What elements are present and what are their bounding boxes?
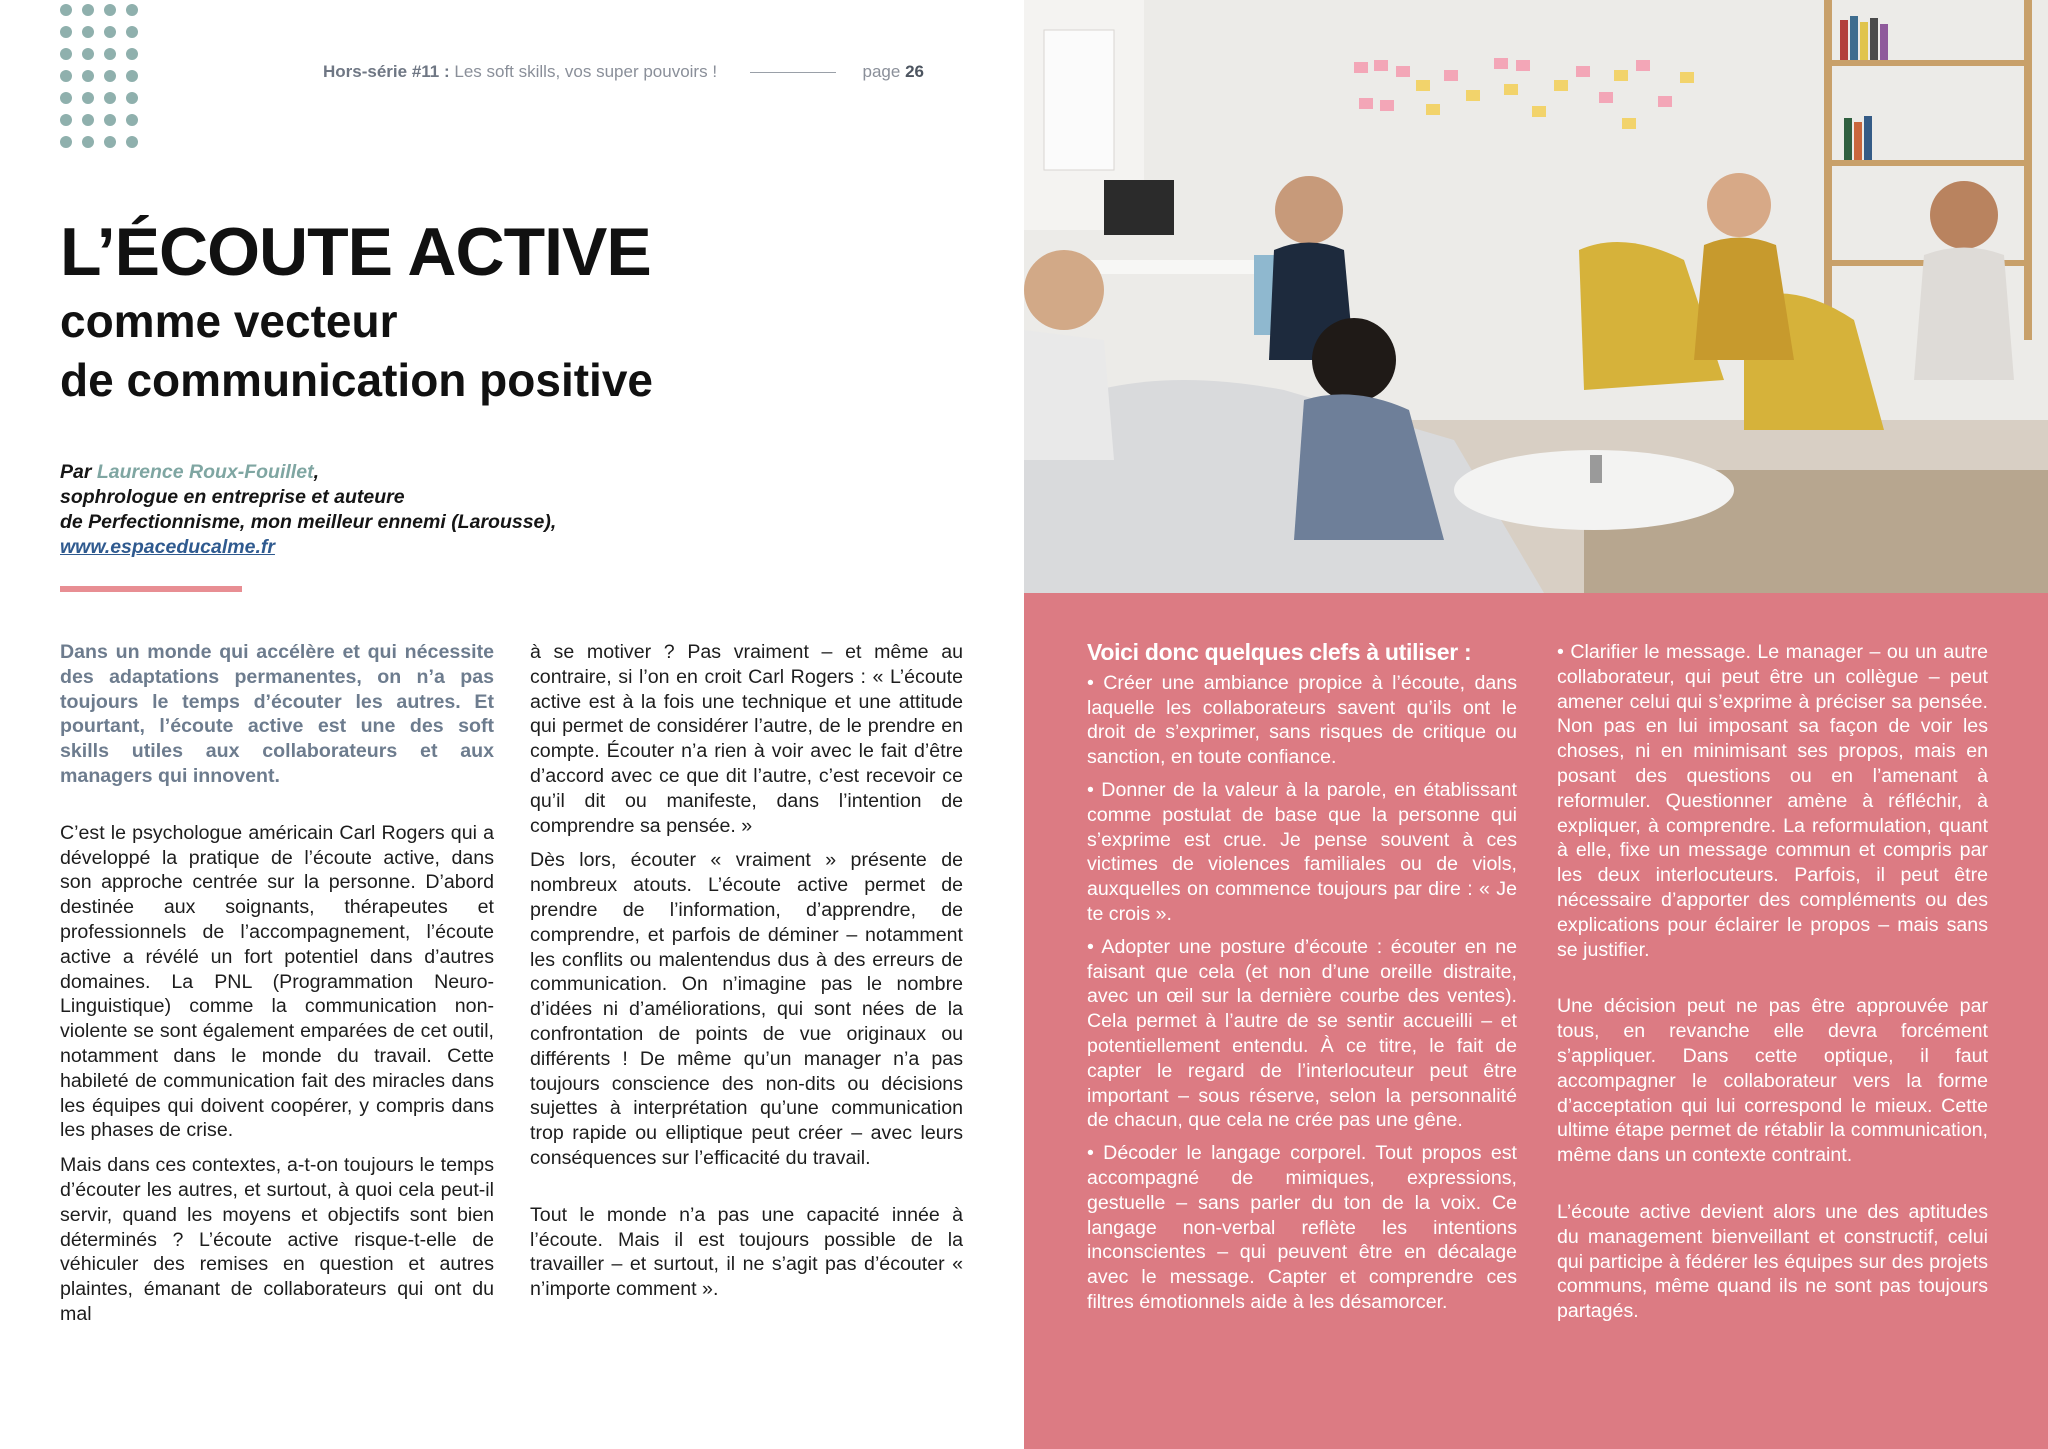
page-number: 26	[905, 62, 924, 81]
author-website-link[interactable]: www.espaceducalme.fr	[60, 536, 275, 558]
article-title: L’ÉCOUTE ACTIVE	[60, 214, 651, 290]
page-label: page	[862, 62, 901, 81]
text-column-1	[60, 640, 494, 1337]
byline-book: de Perfectionnisme, mon meilleur ennemi (Larousse),	[60, 511, 557, 533]
body-paragraph: C’est le psychologue américain Carl Rogers qui a développé la pratique de l’écoute active, dans son approche centrée sur la personne. D’abord destinée aux soignants, thérapeutes et professionnels de l’accompagnement, l’écoute active a révélé un fort potentiel dans d’autres domaines. La PNL (Programmation Neuro-Linguistique) comme la communication non-violente se sont également emparées de cet outil, notamment dans le monde du travail. Cette habileté de communication fait des miracles dans les équipes qui doivent coopérer, y compris dans les phases de crise.	[60, 821, 494, 1142]
office-meeting-photo	[1024, 0, 2048, 593]
text-column-4	[1557, 640, 1988, 1356]
accent-bar	[60, 586, 242, 592]
tip-item: • Adopter une posture d’écoute : écouter en ne faisant que cela (et non d’une oreille distraite, avec un œil sur la dernière courbe des ventes). Cela permet à l’autre de se sentir accueilli – et potentiellement entendu. À ce titre, le fait de capter le regard de l’interlocuteur peut être important – sous réserve, selon la personnalité de chacun, que cela ne crée pas une gêne.	[1087, 935, 1517, 1132]
text-column-3	[1087, 640, 1517, 1323]
article-subtitle	[60, 292, 653, 410]
body-paragraph: Tout le monde n’a pas une capacité innée à l’écoute. Mais il est toujours possible de la travailler – et surtout, il ne s’agit pas d’écouter « n’importe comment ».	[530, 1203, 963, 1301]
subtitle-line: comme vecteur	[60, 295, 398, 347]
byline-author-line: Par Laurence Roux-Fouillet,	[60, 461, 319, 483]
text-column-2	[530, 640, 963, 1312]
body-paragraph: L’écoute active devient alors une des aptitudes du management bienveillant et constructif, celui qui participe à fédérer les équipes sur des projets communs, même quand ils ne sont pas toujours partagés.	[1557, 1200, 1988, 1323]
tips-heading: Voici donc quelques clefs à utiliser :	[1087, 639, 1472, 665]
tip-item: • Clarifier le message. Le manager – ou un autre collaborateur, qui peut être un collègue – peut amener celui qui s’exprime à préciser sa pensée. Non pas en lui imposant sa façon de voir les choses, ni en minimisant ses propos, mais en posant des questions ou en l’amenant à reformuler. Questionner amène à réfléchir, à expliquer, à comprendre. La reformulation, quant à elle, fixe un message commun et compris par les deux interlocuteurs. Parfois, il peut être nécessaire d’apporter des compléments ou des explications pour éclairer le propos – mais sans se justifier.	[1557, 641, 1988, 961]
body-paragraph: à se motiver ? Pas vraiment – et même au contraire, si l’on en croit Carl Rogers : « L’écoute active est à la fois une technique et une attitude qui permet de considérer l’autre, de le prendre en compte. Écouter n’a rien à voir avec le fait d’être d’accord avec ce que dit l’autre, c’est recevoir ce qu’il dit ou manifeste, dans l’intention de comprendre sa pensée. »	[530, 641, 963, 837]
header-divider	[750, 72, 836, 73]
subtitle-line: de communication positive	[60, 354, 653, 406]
tip-item: • Décoder le langage corporel. Tout propos est accompagné de mimiques, expressions, gestuelle – sans parler du ton de la voix. Ce langage non-verbal reflète les intentions inconscientes – qui peuvent être en décalage avec le message. Capter et comprendre ces filtres émotionnels aide à les désamorcer.	[1087, 1142, 1517, 1313]
author-name: Laurence Roux-Fouillet	[96, 461, 314, 483]
byline	[60, 460, 556, 560]
body-paragraph: Mais dans ces contextes, a-t-on toujours le temps d’écouter les autres, et surtout, à quoi cela peut-il servir, quand les moyens et objectifs sont bien déterminés ? L’écoute active risque-t-elle de véhiculer des remises en question et autres plaintes, émanant de collaborateurs qui ont du mal	[60, 1154, 494, 1325]
tip-item: • Donner de la valeur à la parole, en établissant comme postulat de base que la personne qui s’exprime est crue. Je pense souvent à ces victimes de violences familiales ou de viols, auxquelles on commence toujours par dire : « Je te crois ».	[1087, 778, 1517, 925]
lead-paragraph: Dans un monde qui accélère et qui nécessite des adaptations permanentes, on n’a pas toujours le temps d’écouter les autres. Et pourtant, l’écoute active est une des soft skills utiles aux collaborateurs et aux managers qui innovent.	[60, 641, 494, 787]
running-header	[323, 62, 963, 82]
series-label: Hors-série #11 :	[323, 62, 450, 81]
body-paragraph: Dès lors, écouter « vraiment » présente de nombreux atouts. L’écoute active permet de prendre de l’information, d’apprendre, de comprendre, et parfois de déminer – notamment les conflits ou malentendus dus à des erreurs de communication. On n’imagine pas le nombre d’idées ni d’améliorations, qui sont nées de la confrontation de points de vue originaux ou différents ! De même qu’un manager n’a pas toujours conscience des non-dits ou décisions sujettes à interprétation qu’une communication trop rapide ou elliptique peut créer – avec leurs conséquences sur l’efficacité du travail.	[530, 849, 963, 1169]
body-paragraph: Une décision peut ne pas être approuvée par tous, en revanche elle devra forcément s’appliquer. Dans cette optique, il faut accompagner le collaborateur vers la forme d’acceptation qui lui correspond le mieux. Cette ultime étape permet de rétablir la communication, même dans un contexte contraint.	[1557, 995, 1988, 1167]
byline-role: sophrologue en entreprise et auteure	[60, 486, 405, 508]
tip-item: • Créer une ambiance propice à l’écoute, dans laquelle les collaborateurs savent qu’ils ont le droit de s’exprimer, sans risques de critique ou sanction, en toute confiance.	[1087, 671, 1517, 769]
decorative-dot-grid	[60, 4, 138, 148]
byline-par: Par	[60, 461, 92, 483]
series-subtitle: Les soft skills, vos super pouvoirs !	[454, 62, 718, 81]
